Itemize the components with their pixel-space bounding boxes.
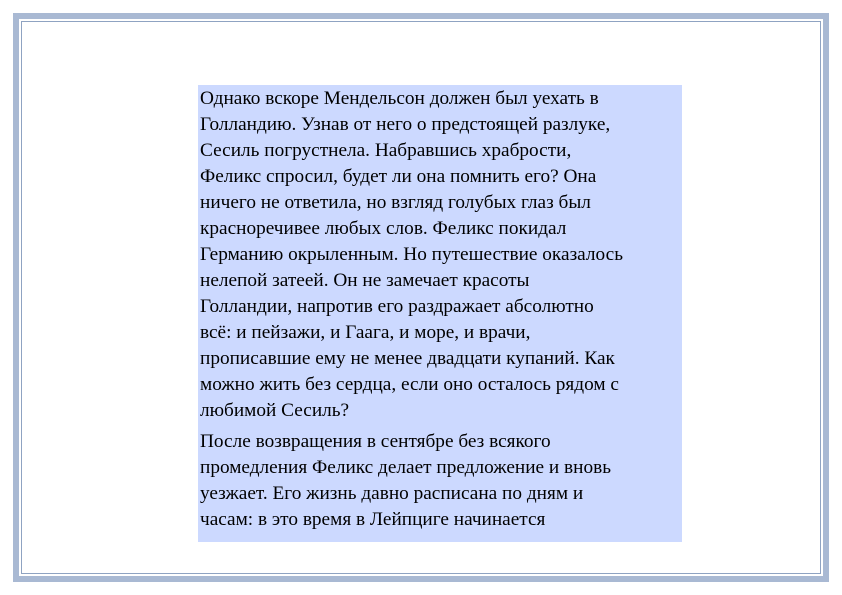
text-line: Сесиль погрустнела. Набравшись храбрости, bbox=[200, 140, 572, 161]
text-line: После возвращения в сентябре без всякого bbox=[200, 431, 551, 452]
text-line: уезжает. Его жизнь давно расписана по дням и bbox=[200, 483, 584, 504]
text-line: всё: и пейзажи, и Гаага, и море, и врачи, bbox=[200, 322, 531, 343]
paragraph-1 bbox=[200, 86, 680, 424]
text-line: Голландию. Узнав от него о предстоящей разлуке, bbox=[200, 114, 611, 135]
text-block bbox=[198, 85, 682, 542]
text-line: Германию окрыленным. Но путешествие оказалось bbox=[200, 244, 624, 265]
text-line: красноречивее любых слов. Феликс покидал bbox=[200, 218, 567, 239]
text-line: можно жить без сердца, если оно осталось рядом с bbox=[200, 374, 619, 395]
text-line: любимой Сесиль? bbox=[200, 400, 350, 421]
paragraph-2 bbox=[200, 429, 680, 533]
text-line: нелепой затеей. Он не замечает красоты bbox=[200, 270, 530, 291]
text-line: прописавшие ему не менее двадцати купаний. Как bbox=[200, 348, 615, 369]
text-line: часам: в это время в Лейпциге начинается bbox=[200, 509, 546, 530]
text-line: промедления Феликс делает предложение и вновь bbox=[200, 457, 611, 478]
text-line: Однако вскоре Мендельсон должен был уехать в bbox=[200, 88, 599, 109]
text-line: ничего не ответила, но взгляд голубых глаз был bbox=[200, 192, 591, 213]
text-line: Голландии, напротив его раздражает абсолютно bbox=[200, 296, 594, 317]
text-line: Феликс спросил, будет ли она помнить его? Она bbox=[200, 166, 597, 187]
